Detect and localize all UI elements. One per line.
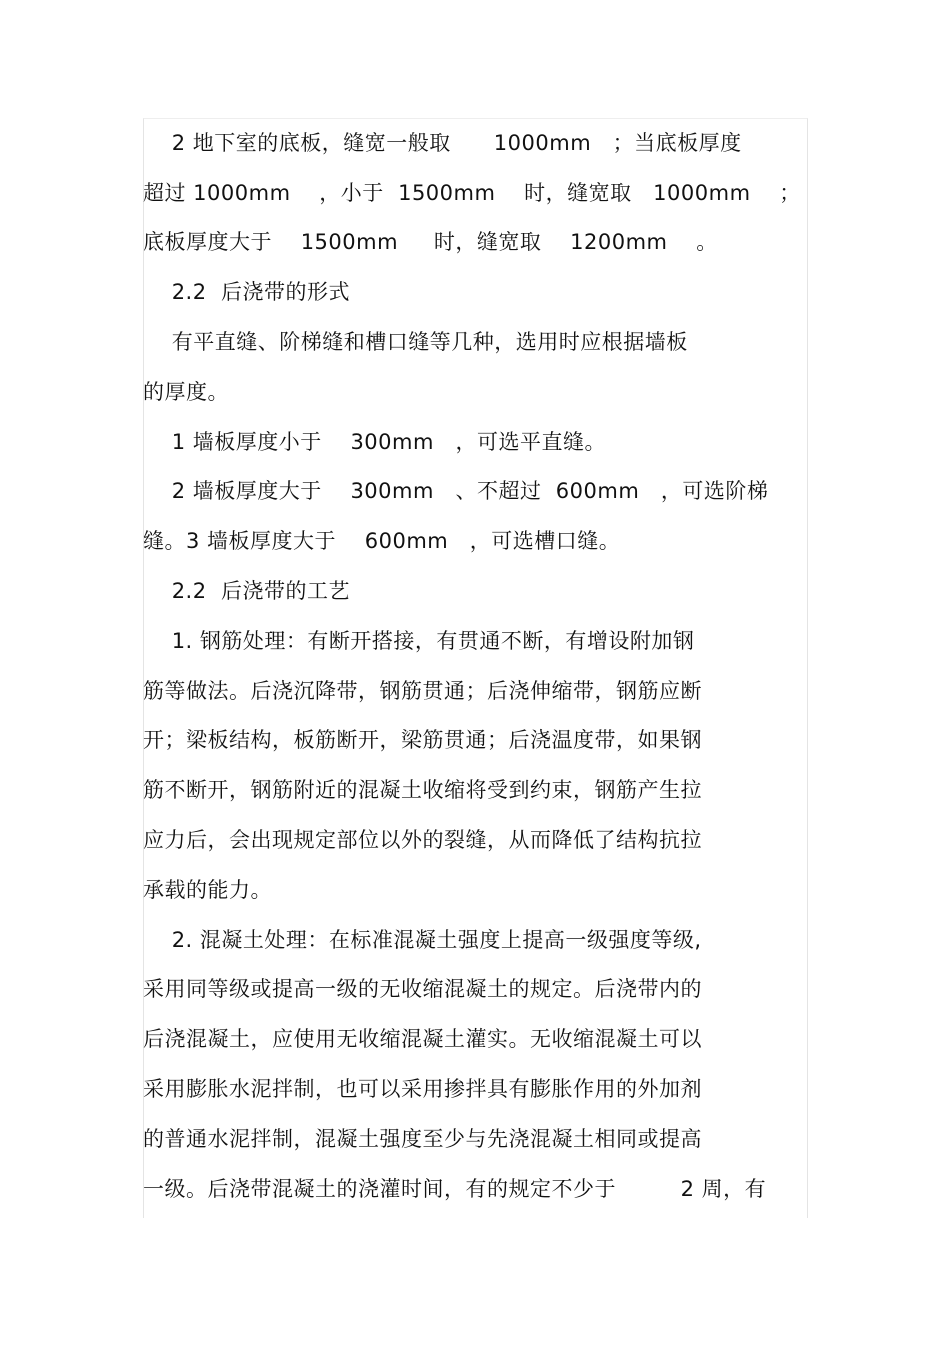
text-line: 一级。后浇带混凝土的浇灌时间，有的规定不少于 2 周，有 <box>143 1177 767 1201</box>
text-line: 开；梁板结构，板筋断开，梁筋贯通；后浇温度带，如果钢 <box>143 728 702 752</box>
text-line: 承载的能力。 <box>143 878 272 902</box>
text-line: 超过 1000mm ，小于 1500mm 时，缝宽取 1000mm ； <box>143 181 801 205</box>
text-line: 后浇混凝土，应使用无收缩混凝土灌实。无收缩混凝土可以 <box>143 1027 702 1051</box>
text-line: 2 地下室的底板，缝宽一般取 1000mm ；当底板厚度 <box>143 131 742 155</box>
text-line: 的普通水泥拌制，混凝土强度至少与先浇混凝土相同或提高 <box>143 1127 702 1151</box>
text-line: 2 墙板厚度大于 300mm 、不超过 600mm ，可选阶梯 <box>143 479 769 503</box>
text-line: 筋等做法。后浇沉降带，钢筋贯通；后浇伸缩带，钢筋应断 <box>143 679 702 703</box>
text-line: 的厚度。 <box>143 380 229 404</box>
text-line: 采用膨胀水泥拌制，也可以采用掺拌具有膨胀作用的外加剂 <box>143 1077 702 1101</box>
section-heading: 2.2 后浇带的工艺 <box>143 579 350 603</box>
text-line: 采用同等级或提高一级的无收缩混凝土的规定。后浇带内的 <box>143 977 702 1001</box>
text-line: 1 墙板厚度小于 300mm ，可选平直缝。 <box>143 430 606 454</box>
text-line: 2. 混凝土处理：在标准混凝土强度上提高一级强度等级, <box>143 928 702 952</box>
text-line: 有平直缝、阶梯缝和槽口缝等几种，选用时应根据墙板 <box>143 330 688 354</box>
text-line: 缝。3 墙板厚度大于 600mm ，可选槽口缝。 <box>143 529 621 553</box>
text-line: 应力后，会出现规定部位以外的裂缝，从而降低了结构抗拉 <box>143 828 702 852</box>
text-line: 1. 钢筋处理：有断开搭接，有贯通不断，有增设附加钢 <box>143 629 695 653</box>
text-line: 筋不断开，钢筋附近的混凝土收缩将受到约束，钢筋产生拉 <box>143 778 702 802</box>
section-heading: 2.2 后浇带的形式 <box>143 280 350 304</box>
text-line: 底板厚度大于 1500mm 时，缝宽取 1200mm 。 <box>143 230 718 254</box>
